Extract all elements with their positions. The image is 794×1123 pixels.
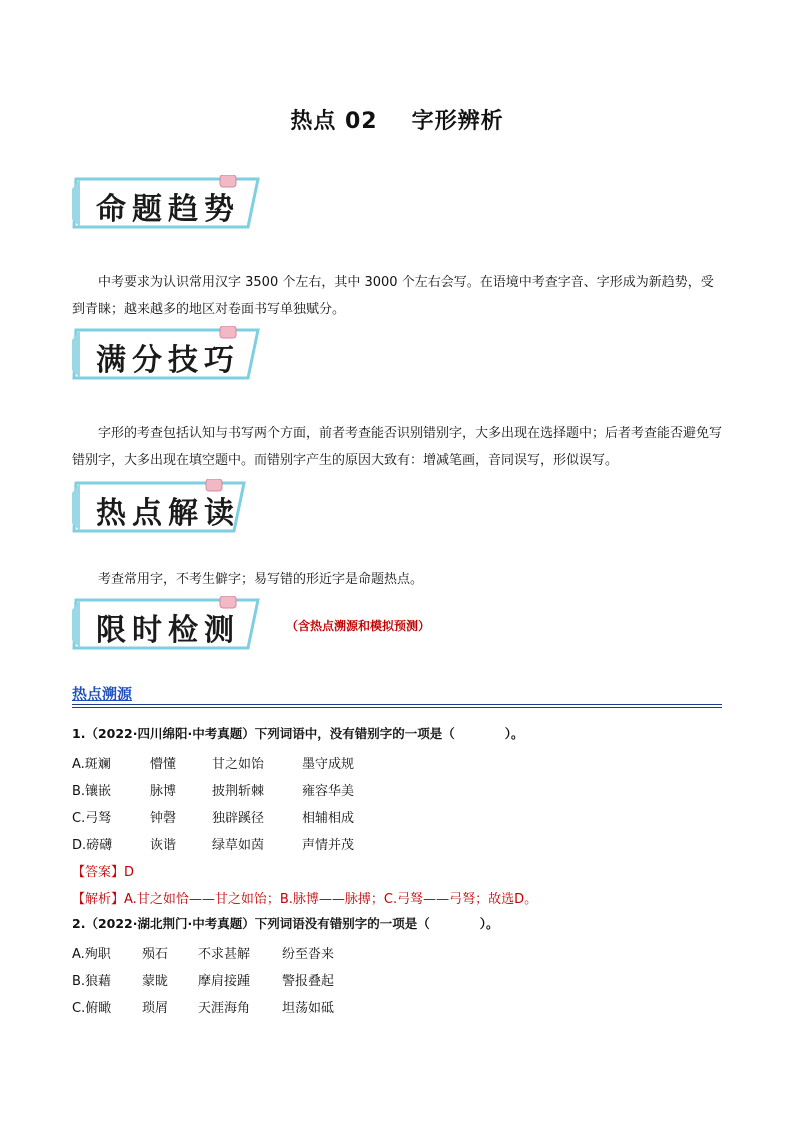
option-cell: 甘之如饴 <box>212 757 265 772</box>
banner-label: 限时检测 <box>96 613 240 648</box>
option-cell: 脉博 <box>150 784 177 799</box>
divider <box>72 704 722 705</box>
option-cell: 雍容华美 <box>302 784 355 799</box>
analysis-label: 【解析】 <box>72 892 125 907</box>
question-stem: 1.（2022·四川绵阳·中考真题）下列词语中，没有错别字的一项是（ ）。 <box>72 726 524 741</box>
banner-label: 命题趋势 <box>96 192 240 227</box>
option-cell: A.斑斓 <box>72 757 111 772</box>
option-cell: 披荆斩棘 <box>212 784 265 799</box>
option-cell: 琐屑 <box>142 1001 169 1016</box>
answer-line <box>72 861 134 880</box>
banner-label: 热点解读 <box>96 496 240 531</box>
option-cell: C.俯瞰 <box>72 1001 112 1016</box>
option-cell: D.磅礴 <box>72 838 113 853</box>
option-cell: 蒙眬 <box>142 974 169 989</box>
analysis-line <box>72 888 537 907</box>
option-cell: 不求甚解 <box>198 947 251 962</box>
test-sidenote: （含热点溯源和模拟预测） <box>286 619 431 633</box>
option-cell: 声情并茂 <box>302 838 355 853</box>
option-cell: 诙谐 <box>150 838 177 853</box>
option-cell: B.狼藉 <box>72 974 112 989</box>
option-cell: 钟磬 <box>150 811 177 826</box>
banner-label: 满分技巧 <box>96 343 240 378</box>
banner-skills <box>70 326 260 380</box>
option-cell: 绿草如茵 <box>212 838 265 853</box>
paragraph-skills: 字形的考查包括认知与书写两个方面，前者考查能否识别错别字，大多出现在选择题中；后者考查能否避免写错别字，大多出现在填空题中。而错别字产生的原因大致有：增减笔画，音同误写，形似误写。 <box>72 426 723 468</box>
option-cell: B.镶嵌 <box>72 784 112 799</box>
title-prefix: 热点 02 <box>290 109 378 134</box>
analysis-text: A.甘之如恰——甘之如饴；B.脉博——脉搏；C.弓驽——弓弩；故选D。 <box>124 892 538 907</box>
banner-trend <box>70 175 260 229</box>
paragraph-interpret: 考查常用字，不考生僻字；易写错的形近字是命题热点。 <box>98 572 424 587</box>
banner-interpret <box>70 479 246 533</box>
title-main: 字形辨析 <box>411 109 504 134</box>
option-cell: C.弓驽 <box>72 811 112 826</box>
option-cell: 警报叠起 <box>282 974 335 989</box>
option-cell: 墨守成规 <box>302 757 355 772</box>
question-stem: 2.（2022·湖北荆门·中考真题）下列词语没有错别字的一项是（ ）。 <box>72 916 499 931</box>
option-cell: 独辟蹊径 <box>212 811 265 826</box>
option-cell: 天涯海角 <box>198 1001 251 1016</box>
option-cell: 殒石 <box>142 947 169 962</box>
banner-test <box>70 596 260 650</box>
section-heading: 热点溯源 <box>72 685 133 703</box>
answer-value: D <box>124 865 135 880</box>
option-cell: 纷至沓来 <box>282 947 335 962</box>
paragraph-trend: 中考要求为认识常用汉字 3500 个左右，其中 3000 个左右会写。在语境中考查字音、字形成为新趋势，受到青睐；越来越多的地区对卷面书写单独赋分。 <box>72 275 714 317</box>
option-cell: 相辅相成 <box>302 811 355 826</box>
option-cell: A.殉职 <box>72 947 111 962</box>
divider <box>72 707 722 708</box>
answer-label: 【答案】 <box>72 865 125 880</box>
option-cell: 懵懂 <box>150 757 177 772</box>
page-title <box>0 104 794 135</box>
option-cell: 摩肩接踵 <box>198 974 251 989</box>
option-cell: 坦荡如砥 <box>282 1001 335 1016</box>
